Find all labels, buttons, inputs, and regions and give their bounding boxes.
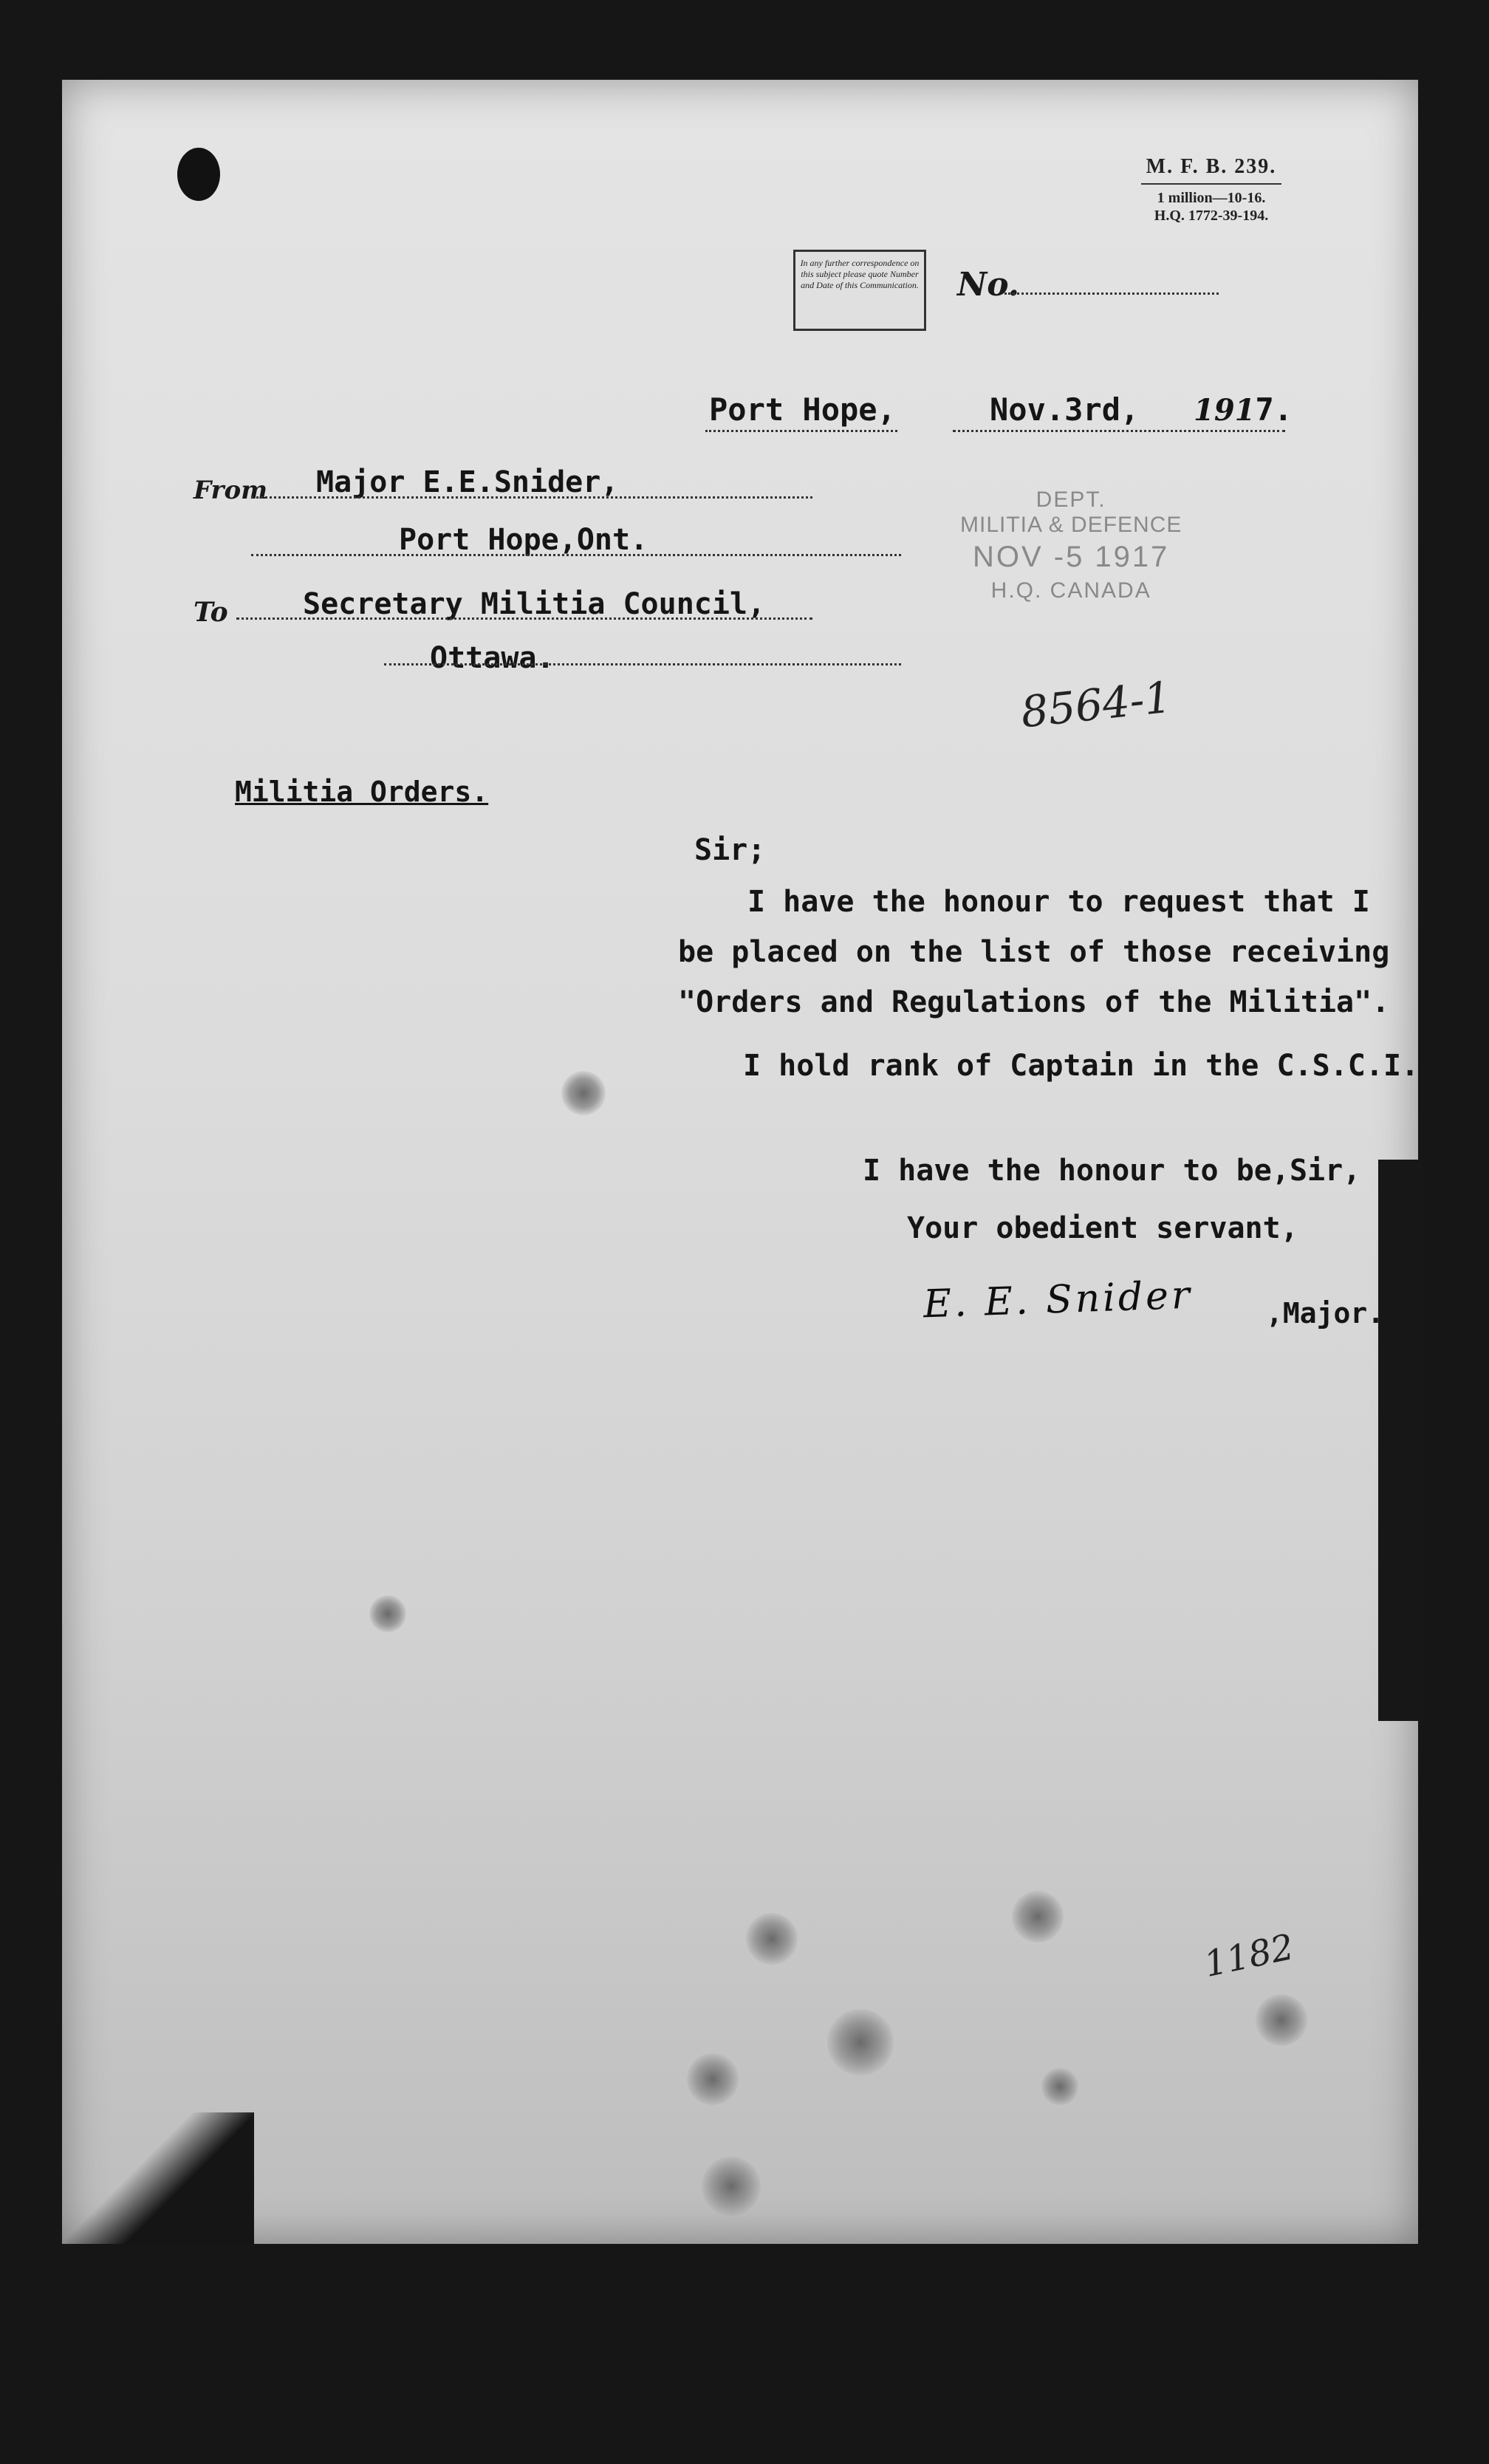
- stamp-department: MILITIA & DEFENCE: [960, 513, 1182, 537]
- received-stamp: [960, 487, 1182, 603]
- form-hq-ref: H.Q. 1772-39-194.: [1154, 208, 1269, 224]
- body-line: be placed on the list of those receiving: [678, 935, 1390, 969]
- stamp-dept: DEPT.: [1036, 487, 1106, 512]
- place-line: [705, 430, 897, 432]
- to-city-line: [384, 663, 901, 665]
- date-line: [953, 430, 1285, 432]
- recipient-name: Secretary Militia Council,: [303, 587, 766, 621]
- year-suffix: 7.: [1255, 391, 1293, 428]
- file-reference-number: 8564-1: [1019, 671, 1174, 738]
- stain-mark: [1012, 1891, 1064, 1943]
- stamp-hq: H.Q. CANADA: [990, 578, 1151, 603]
- stain-mark: [687, 2053, 739, 2105]
- stain-mark: [369, 1595, 406, 1632]
- stain-mark: [561, 1071, 606, 1115]
- year-prefix: 191: [1194, 393, 1256, 428]
- stain-mark: [1256, 1994, 1307, 2046]
- body-line: I have the honour to request that I: [747, 885, 1370, 919]
- page-number: 1182: [1200, 1926, 1298, 1986]
- stain-mark: [1041, 2068, 1078, 2105]
- from-line: [251, 496, 812, 499]
- stamp-date: NOV -5 1917: [972, 541, 1170, 573]
- body-line: "Orders and Regulations of the Militia".: [678, 985, 1390, 1019]
- ink-blot: [177, 148, 220, 201]
- number-label: No.: [957, 266, 1020, 304]
- letter-date: Nov.3rd,: [990, 391, 1140, 428]
- number-line: [1004, 292, 1219, 295]
- correspondence-notice: In any further correspondence on this subject please quote Number and Date of this Communication.: [793, 250, 926, 331]
- paper-edge-shadow: [1378, 1160, 1423, 1721]
- form-print-run: 1 million—10-16.: [1157, 190, 1266, 206]
- recipient-city: Ottawa.: [430, 641, 555, 675]
- closing-line: Your obedient servant,: [907, 1211, 1298, 1245]
- body-line: I hold rank of Captain in the C.S.C.I.: [743, 1049, 1420, 1083]
- from-label: From: [194, 476, 268, 505]
- form-code-block: [1141, 155, 1281, 225]
- letter-subject: Militia Orders.: [235, 776, 489, 808]
- sender-address: Port Hope,Ont.: [399, 523, 648, 557]
- handwritten-signature: E. E. Snider: [923, 1273, 1194, 1327]
- sender-name: Major E.E.Snider,: [316, 465, 619, 499]
- to-line: [236, 617, 812, 620]
- closing-line: I have the honour to be,Sir,: [863, 1154, 1361, 1188]
- signature-rank: ,Major.: [1266, 1297, 1385, 1329]
- letter-year: [1194, 391, 1293, 428]
- form-code-rule: [1141, 183, 1281, 185]
- form-code: M. F. B. 239.: [1146, 155, 1277, 178]
- letter-place: Port Hope,: [709, 391, 896, 428]
- stain-mark: [702, 2157, 761, 2216]
- salutation: Sir;: [694, 833, 766, 867]
- from-address-line: [251, 554, 901, 556]
- stain-mark: [827, 2009, 894, 2075]
- stain-mark: [746, 1913, 798, 1965]
- to-label: To: [194, 597, 228, 628]
- torn-corner: [62, 2112, 254, 2245]
